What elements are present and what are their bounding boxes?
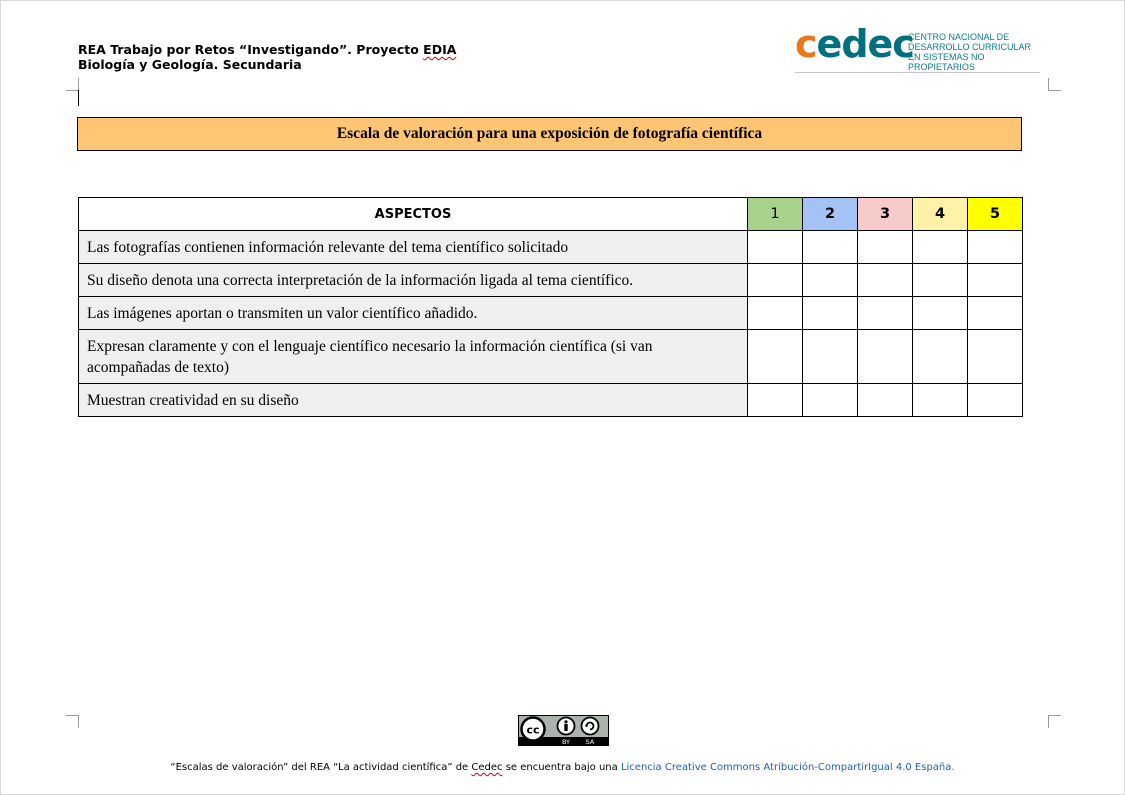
logo-underline — [795, 72, 1040, 73]
table-row — [79, 264, 1023, 297]
margin-corner-bottom-right — [1048, 715, 1061, 728]
header-line-2: Biología y Geología. Secundaria — [78, 57, 302, 72]
cedec-logo — [795, 22, 1040, 72]
score-cell-4[interactable] — [913, 297, 968, 330]
score-cell-3[interactable] — [858, 264, 913, 297]
score-cell-2[interactable] — [803, 264, 858, 297]
score-cell-2[interactable] — [803, 330, 858, 384]
aspect-cell: Expresan claramente y con el lenguaje científico necesario la información científica (si van acompañadas de texto) — [79, 330, 748, 384]
score-cell-2[interactable] — [803, 231, 858, 264]
license-footer: “Escalas de valoración” del REA “La actividad científica” de Cedec se encuentra bajo una Licencia Creative Commons Atribución-CompartirIgual 4.0 España. — [170, 762, 955, 773]
cc-by-sa-license-icon[interactable] — [518, 715, 609, 746]
scale-header-4: 4 — [913, 198, 968, 231]
cedec-logo-subtitle: CENTRO NACIONAL DE DESARROLLO CURRICULAR EN SISTEMAS NO PROPIETARIOS — [908, 32, 1032, 72]
table-row — [79, 231, 1023, 264]
scale-header-3: 3 — [858, 198, 913, 231]
score-cell-2[interactable] — [803, 297, 858, 330]
score-cell-5[interactable] — [968, 384, 1023, 417]
aspect-cell: Las fotografías contienen información relevante del tema científico solicitado — [79, 231, 748, 264]
document-title: Escala de valoración para una exposición de fotografía científica — [77, 117, 1022, 151]
score-cell-3[interactable] — [858, 330, 913, 384]
license-link[interactable]: Licencia Creative Commons Atribución-CompartirIgual 4.0 España. — [620, 762, 955, 773]
header-line-1: REA Trabajo por Retos “Investigando”. Proyecto EDIA — [78, 42, 457, 57]
table-row — [79, 384, 1023, 417]
aspect-cell: Muestran creatividad en su diseño — [79, 384, 748, 417]
rubric-table — [78, 197, 1023, 417]
score-cell-1[interactable] — [748, 264, 803, 297]
table-row — [79, 330, 1023, 384]
by-badge-text: BY — [561, 738, 571, 746]
table-row — [79, 297, 1023, 330]
aspect-cell: Su diseño denota una correcta interpretación de la información ligada al tema científico. — [79, 264, 748, 297]
aspects-header: ASPECTOS — [79, 198, 748, 231]
score-cell-5[interactable] — [968, 330, 1023, 384]
scale-header-1: 1 — [748, 198, 803, 231]
score-cell-1[interactable] — [748, 384, 803, 417]
document-header — [78, 42, 456, 72]
scale-header-2: 2 — [803, 198, 858, 231]
margin-corner-bottom-left — [66, 715, 79, 728]
margin-corner-top-right — [1048, 78, 1061, 91]
score-cell-3[interactable] — [858, 384, 913, 417]
score-cell-5[interactable] — [968, 264, 1023, 297]
score-cell-4[interactable] — [913, 330, 968, 384]
sa-badge-text: SA — [585, 738, 595, 746]
score-cell-4[interactable] — [913, 264, 968, 297]
cc-badge-text: cc — [526, 723, 540, 737]
score-cell-5[interactable] — [968, 231, 1023, 264]
footer-cedec-name: Cedec — [471, 762, 503, 773]
score-cell-3[interactable] — [858, 231, 913, 264]
text-cursor — [78, 90, 79, 106]
score-cell-5[interactable] — [968, 297, 1023, 330]
header-project-name: EDIA — [423, 42, 457, 57]
score-cell-2[interactable] — [803, 384, 858, 417]
score-cell-1[interactable] — [748, 231, 803, 264]
score-cell-3[interactable] — [858, 297, 913, 330]
score-cell-1[interactable] — [748, 297, 803, 330]
aspect-cell: Las imágenes aportan o transmiten un valor científico añadido. — [79, 297, 748, 330]
score-cell-4[interactable] — [913, 384, 968, 417]
score-cell-4[interactable] — [913, 231, 968, 264]
scale-header-5: 5 — [968, 198, 1023, 231]
rubric-header-row — [79, 198, 1023, 231]
score-cell-1[interactable] — [748, 330, 803, 384]
cedec-logo-word: cedec — [795, 22, 914, 66]
